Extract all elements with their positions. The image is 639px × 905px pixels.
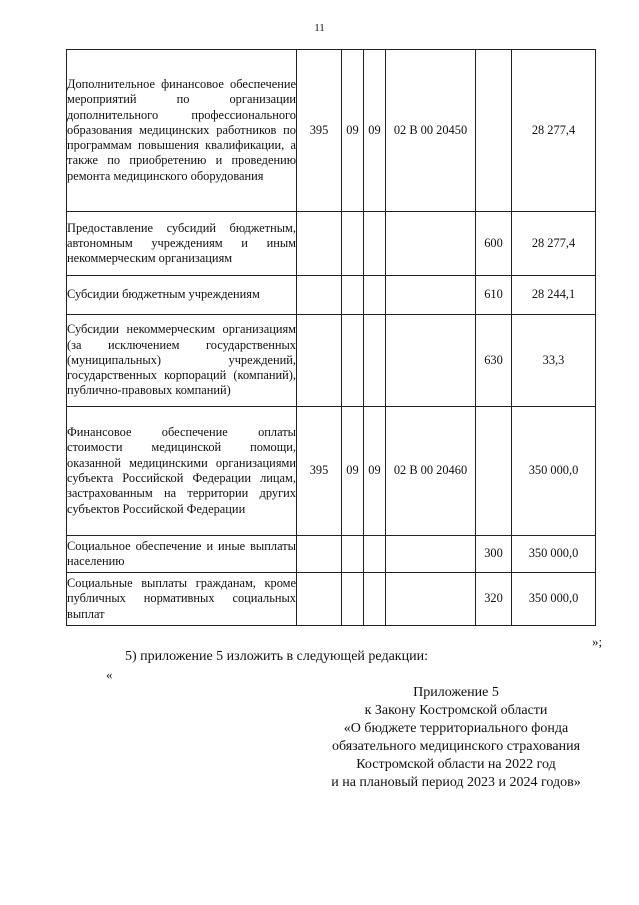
amendment-item-5: 5) приложение 5 изложить в следующей редакции: — [125, 649, 428, 664]
row-description: Финансовое обеспечение оплаты стоимости медицинской помощи, оказанной медицинскими организациями субъекта Российской Федерации лицам, застрахованным на территории других субъектов Российской Федерации — [67, 407, 297, 536]
cell-target-article: 02 В 00 20450 — [386, 50, 476, 212]
cell-amount: 350 000,0 — [512, 407, 596, 536]
cell-amount: 28 277,4 — [512, 50, 596, 212]
cell-grbs — [297, 212, 342, 276]
cell-subsection — [364, 315, 386, 407]
cell-subsection: 09 — [364, 407, 386, 536]
cell-target-article: 02 В 00 20460 — [386, 407, 476, 536]
cell-expense-type: 630 — [476, 315, 512, 407]
cell-grbs — [297, 315, 342, 407]
row-description: Социальные выплаты гражданам, кроме публичных нормативных социальных выплат — [67, 573, 297, 626]
table-row — [67, 50, 596, 212]
cell-grbs: 395 — [297, 407, 342, 536]
row-description: Дополнительное финансовое обеспечение мероприятий по организации дополнительного профессионального образования медицинских работников по программам повышения квалификации, а также по приобретению и проведению ремонта медицинского оборудования — [67, 50, 297, 212]
cell-target-article — [386, 212, 476, 276]
cell-amount: 28 244,1 — [512, 276, 596, 315]
cell-expense-type: 610 — [476, 276, 512, 315]
table-row — [67, 276, 596, 315]
appendix-line: Приложение 5 — [413, 685, 499, 700]
table-row — [67, 212, 596, 276]
opening-quote: « — [106, 667, 113, 682]
row-description: Субсидии бюджетным учреждениям — [67, 276, 297, 315]
cell-amount: 350 000,0 — [512, 573, 596, 626]
cell-section — [342, 276, 364, 315]
table-row — [67, 536, 596, 573]
cell-target-article — [386, 536, 476, 573]
budget-table — [66, 49, 596, 626]
cell-target-article — [386, 276, 476, 315]
cell-amount: 28 277,4 — [512, 212, 596, 276]
appendix-line: «О бюджете территориального фонда — [343, 721, 569, 736]
cell-target-article — [386, 315, 476, 407]
cell-section — [342, 536, 364, 573]
row-description: Социальное обеспечение и иные выплаты населению — [67, 536, 297, 573]
cell-section: 09 — [342, 407, 364, 536]
cell-expense-type — [476, 50, 512, 212]
cell-grbs — [297, 573, 342, 626]
table-row — [67, 407, 596, 536]
cell-grbs: 395 — [297, 50, 342, 212]
closing-quote: »; — [592, 634, 603, 649]
appendix-line: обязательного медицинского страхования — [331, 739, 581, 754]
cell-grbs — [297, 276, 342, 315]
appendix-line: Костромской области на 2022 год — [356, 757, 556, 772]
cell-subsection: 09 — [364, 50, 386, 212]
row-description: Субсидии некоммерческим организациям (за исключением государственных (муниципальных) учреждений, государственных корпораций (компаний), публично-правовых компаний) — [67, 315, 297, 407]
cell-subsection — [364, 536, 386, 573]
cell-subsection — [364, 573, 386, 626]
page-number: 11 — [314, 22, 325, 34]
cell-amount: 350 000,0 — [512, 536, 596, 573]
cell-section: 09 — [342, 50, 364, 212]
table-row — [67, 573, 596, 626]
appendix-line: к Закону Костромской области — [364, 703, 548, 718]
appendix-heading — [320, 684, 592, 792]
cell-expense-type: 320 — [476, 573, 512, 626]
cell-subsection — [364, 276, 386, 315]
cell-section — [342, 573, 364, 626]
cell-expense-type — [476, 407, 512, 536]
cell-section — [342, 212, 364, 276]
row-description: Предоставление субсидий бюджетным, автономным учреждениям и иным некоммерческим организациям — [67, 212, 297, 276]
cell-target-article — [386, 573, 476, 626]
cell-expense-type: 600 — [476, 212, 512, 276]
cell-expense-type: 300 — [476, 536, 512, 573]
cell-grbs — [297, 536, 342, 573]
cell-subsection — [364, 212, 386, 276]
cell-amount: 33,3 — [512, 315, 596, 407]
cell-section — [342, 315, 364, 407]
appendix-line: и на плановый период 2023 и 2024 годов» — [331, 775, 581, 790]
table-row — [67, 315, 596, 407]
